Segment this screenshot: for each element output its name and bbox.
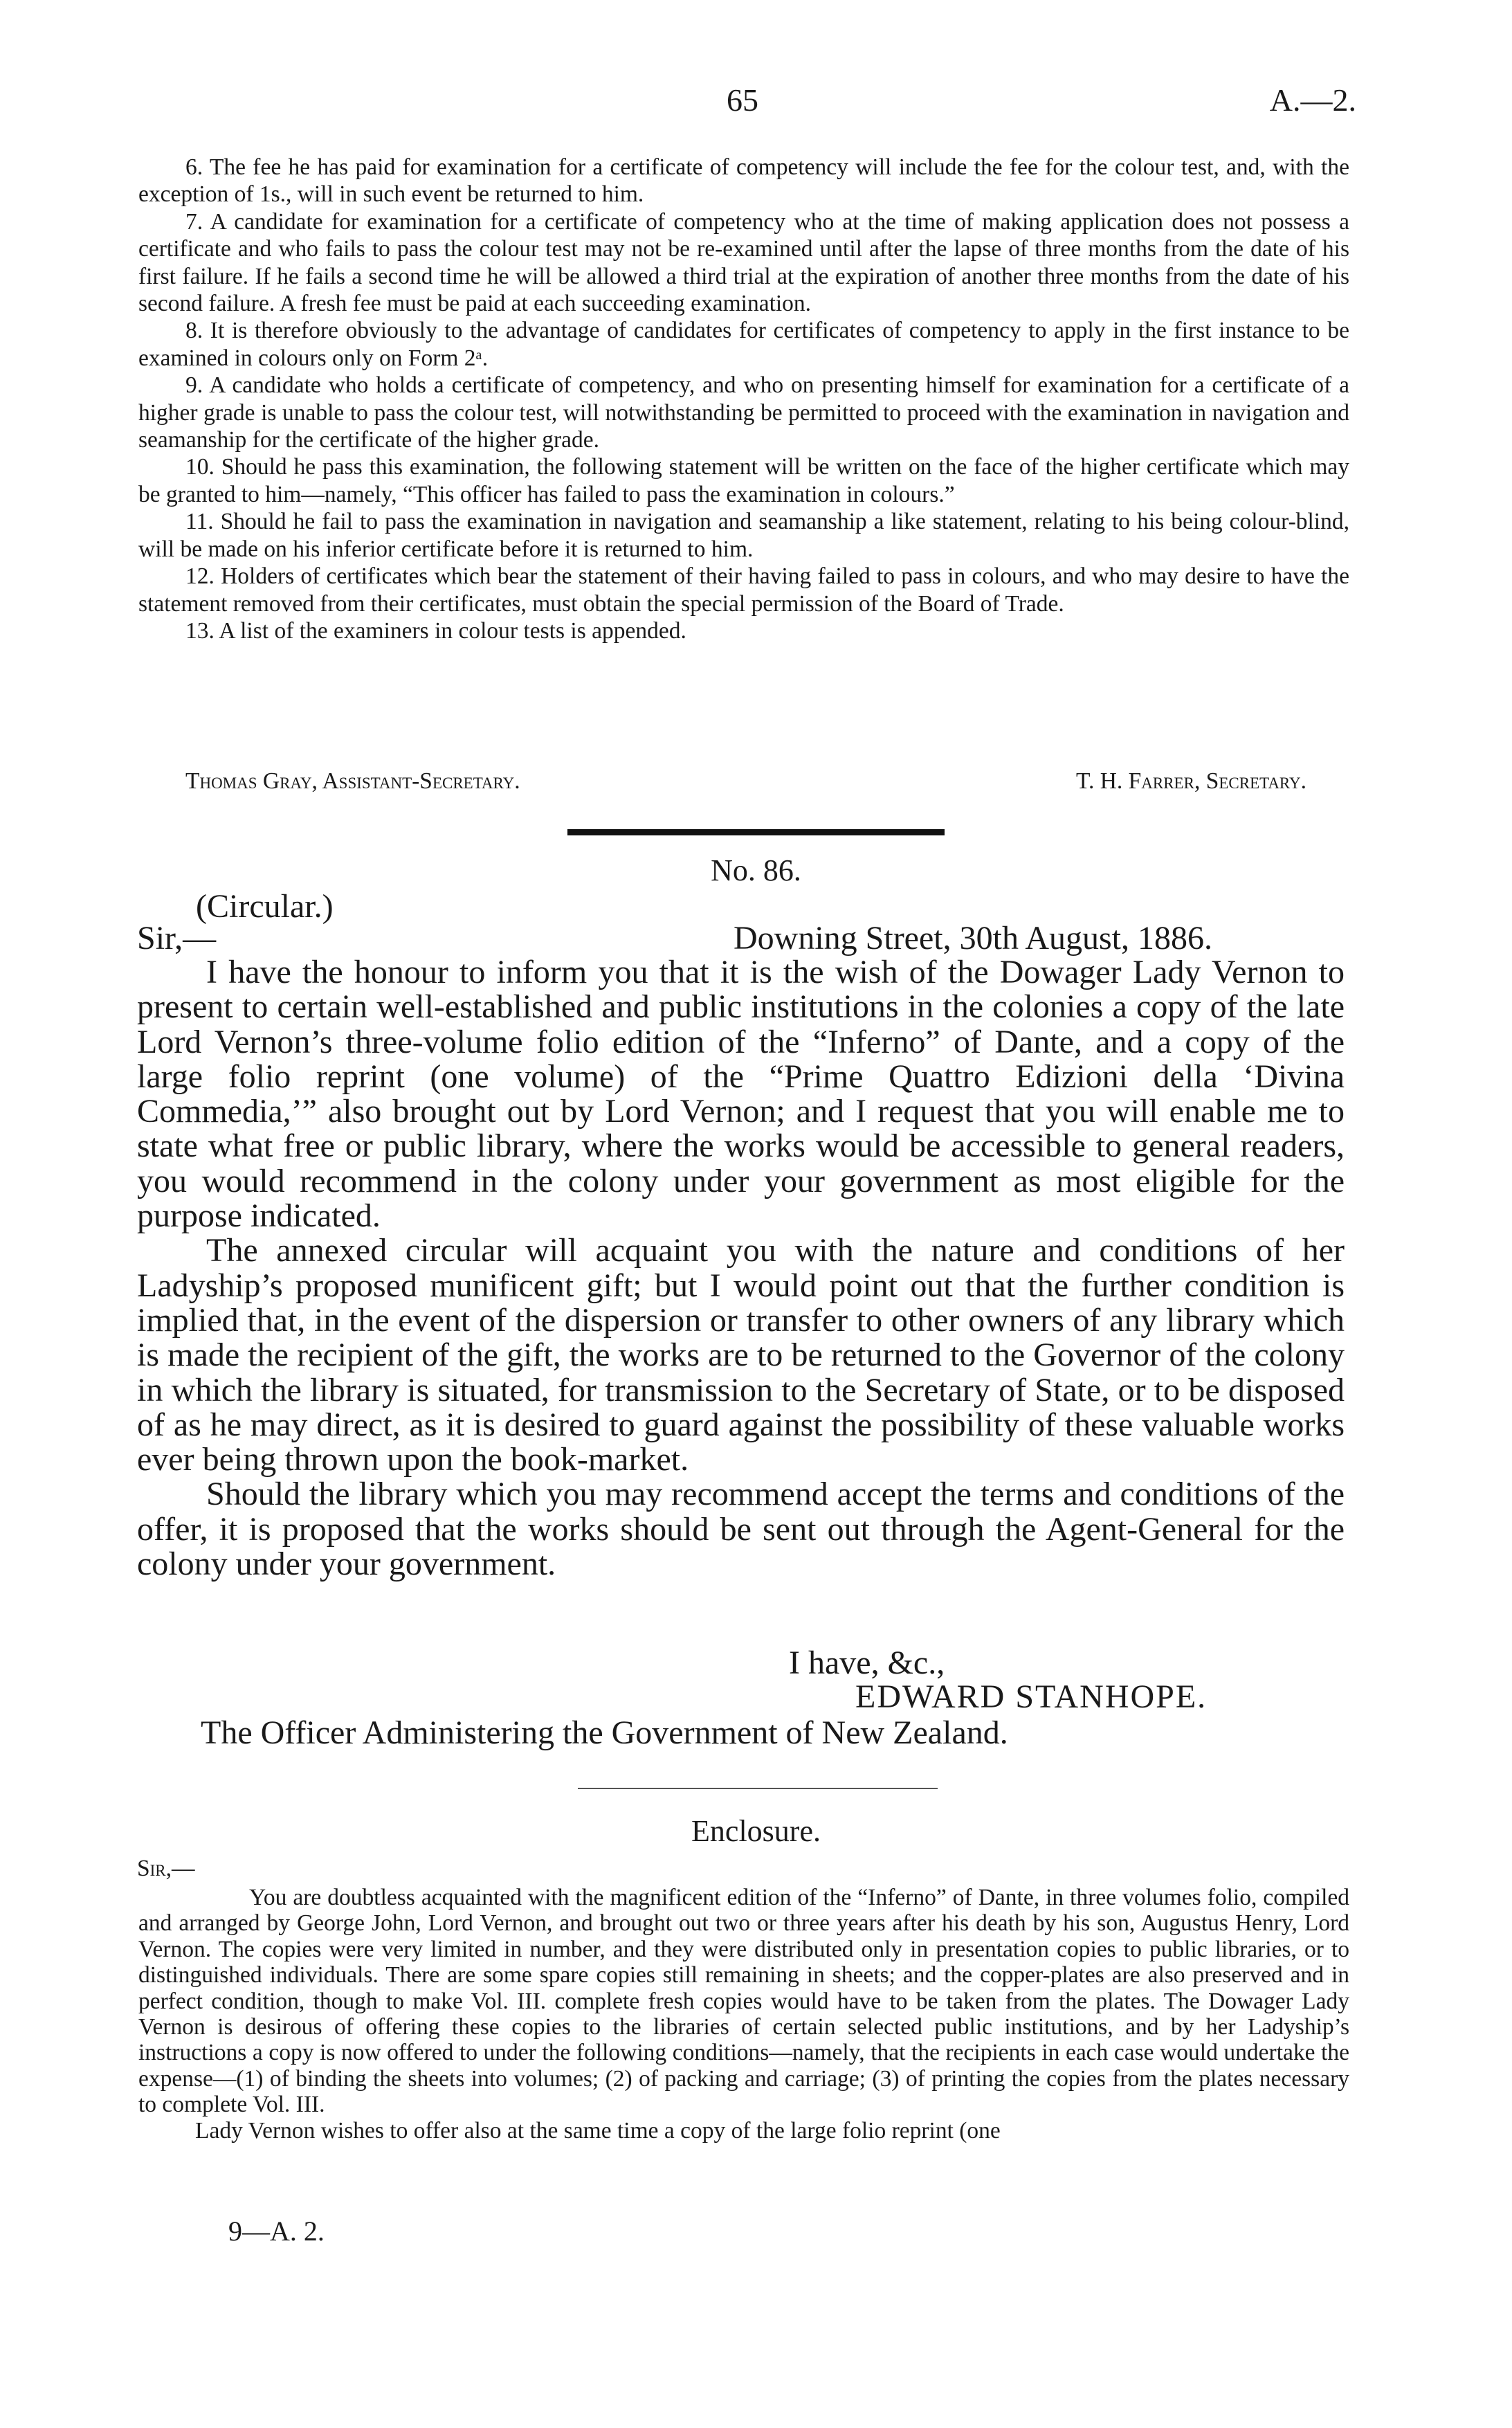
enclosure-paragraph: You are doubtless acquainted with the magnificent edition of the “Inferno” of Dante, in three volumes folio, compiled and arranged by George John, Lord Vernon, and brought out two or three years after his death by his son, Augustus Henry, Lord Vernon. The copies were very limited in number, and they were distributed only in presentation copies to public libraries, or to distinguished individuals. There are some spare copies still remaining in sheets; and the copper-plates are also preserved and in perfect condition, though to make Vol. III. complete fresh copies would have to be taken from the plates. The Dowager Lady Vernon is desirous of offering these copies to the libraries of certain selected public institutions, and by her Ladyship’s instructions a copy is now offered to under the following conditions—namely, that the recipients in each case would undertake the expense—(1) of binding the sheets into volumes; (2) of packing and carriage; (3) of printing the copies from the plates necessary to complete Vol. III. xyxy=(138,1885,1349,2118)
letter-closing: I have, &c., xyxy=(789,1645,945,1681)
enclosure-paragraph: Lady Vernon wishes to offer also at the same time a copy of the large folio reprint (one xyxy=(195,2117,1001,2144)
regulation-paragraph: 11. Should he fail to pass the examination in navigation and seamanship a like statement, relating to his being colour-blind, will be made on his inferior certificate before it is returned to him. xyxy=(138,509,1349,562)
letter-signatory: EDWARD STANHOPE. xyxy=(855,1678,1208,1715)
section-divider xyxy=(567,829,945,835)
regulations-section xyxy=(138,154,1349,644)
secretary-signature: T. H. Farrer, Secretary. xyxy=(1075,768,1306,794)
enclosure-body xyxy=(138,1885,1349,2144)
enclosure-title: Enclosure. xyxy=(691,1814,821,1848)
assistant-secretary-signature: Thomas Gray, Assistant-Secretary. xyxy=(185,768,520,794)
page-number: 65 xyxy=(727,82,758,118)
regulation-paragraph: 6. The fee he has paid for examination for a certificate of competency will include the fee for the colour test, and, with the exception of 1s., will in such event be returned to him. xyxy=(138,154,1349,208)
page-reference: A.—2. xyxy=(1269,82,1356,118)
enclosure-salutation: Sir,— xyxy=(137,1856,195,1881)
letter-dateline: Downing Street, 30th August, 1886. xyxy=(734,920,1212,957)
letter-paragraph: The annexed circular will acquaint you with the nature and conditions of her Ladyship’s proposed munificent gift; but I would point out that the further condition is implied that, in the event of the dispersion or transfer to other owners of any library which is made the recipient of the gift, the works are to be returned to the Governor of the colony in which the library is situated, for transmission to the Secretary of State, or to be disposed of as he may direct, as it is desired to guard against the possibility of these valuable works ever being thrown upon the book-market. xyxy=(137,1232,1345,1478)
letter-number: No. 86. xyxy=(711,853,801,887)
circular-label: (Circular.) xyxy=(196,888,334,925)
regulation-paragraph: 12. Holders of certificates which bear the statement of their having failed to pass in colours, and who may desire to have the statement removed from their certificates, must obtain the special permission of the Board of Trade. xyxy=(138,563,1349,617)
letter-body xyxy=(137,955,1345,1582)
regulation-paragraph: 13. A list of the examiners in colour tests is appended. xyxy=(185,617,686,644)
letter-paragraph: I have the honour to inform you that it is the wish of the Dowager Lady Vernon to present to certain well-established and public institutions in the colonies a copy of the late Lord Vernon’s three-volume folio edition of the “Inferno” of Dante, and a copy of the large folio reprint (one volume) of the “Prime Quattro Edizioni della ‘Divina Commedia,’” also brought out by Lord Vernon; and I request that you will enable me to state what free or public library, where the works would be accessible to general readers, you would recommend in the colony under your government as most eligible for the purpose indicated. xyxy=(137,954,1345,1235)
section-divider xyxy=(578,1788,938,1789)
letter-paragraph: Should the library which you may recommend accept the terms and conditions of the offer, it is proposed that the works should be sent out through the Agent-General for the colony under your government. xyxy=(137,1476,1345,1583)
letter-addressee: The Officer Administering the Government of New Zealand. xyxy=(201,1714,1008,1751)
regulation-paragraph: 10. Should he pass this examination, the following statement will be written on the face of the higher certificate which may be granted to him—namely, “This officer has failed to pass the examination in colours.” xyxy=(138,454,1349,507)
signature-mark: 9—A. 2. xyxy=(228,2216,325,2247)
regulation-paragraph: 8. It is therefore obviously to the advantage of candidates for certificates of competency to apply in the first instance to be examined in colours only on Form 2ᵃ. xyxy=(138,318,1349,371)
regulation-paragraph: 7. A candidate for examination for a certificate of competency who at the time of making application does not possess a certificate and who fails to pass the colour test may not be re-examined until after the lapse of three months from the date of his first failure. If he fails a second time he will be allowed a third trial at the expiration of another three months from the date of his second failure. A fresh fee must be paid at each succeeding examination. xyxy=(138,208,1349,317)
regulation-paragraph: 9. A candidate who holds a certificate of competency, and who on presenting himself for examination for a certificate of a higher grade is unable to pass the colour test, will notwithstanding be permitted to proceed with the examination in navigation and seamanship for the certificate of the higher grade. xyxy=(138,372,1349,453)
page-header xyxy=(0,82,1512,130)
letter-salutation: Sir,— xyxy=(137,920,217,957)
